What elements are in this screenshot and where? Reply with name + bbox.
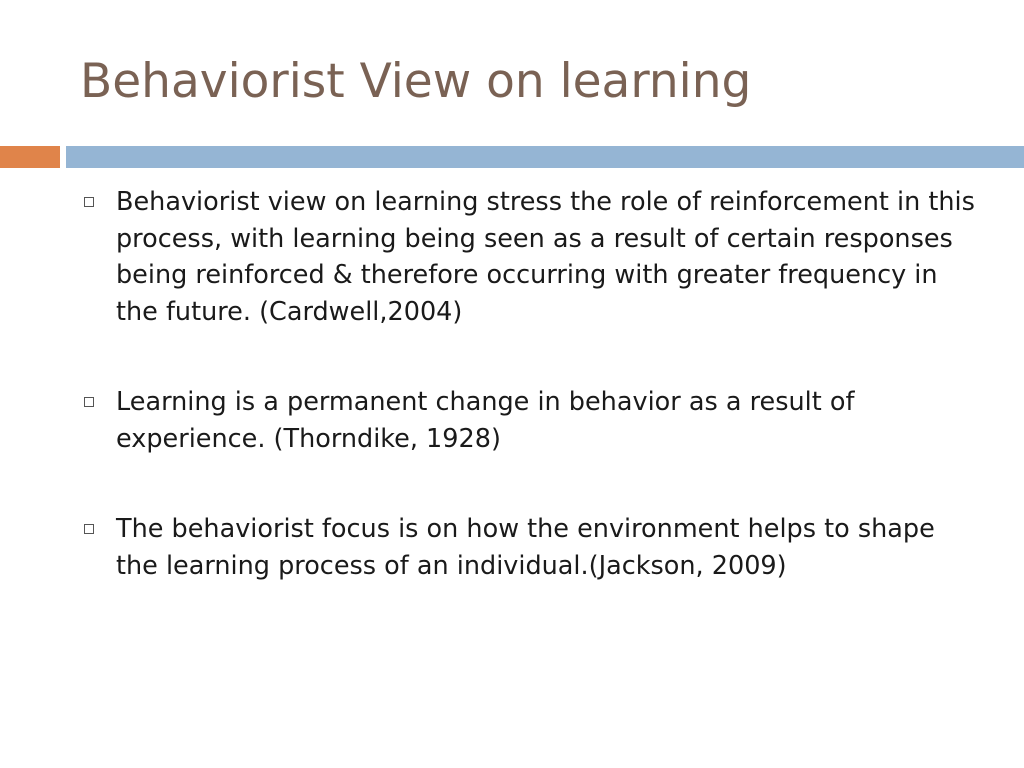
bullet-item <box>82 184 982 330</box>
bullet-list <box>82 184 982 584</box>
bullet-text: The behaviorist focus is on how the environment helps to shape the learning process of an individual.(Jackson, 2009) <box>116 514 935 581</box>
bullet-text: Behaviorist view on learning stress the role of reinforcement in this process, with learning being seen as a result of certain responses being reinforced & therefore occurring with greater frequency in the future. (Cardwell,2004) <box>116 187 975 327</box>
bullet-item <box>82 511 982 584</box>
square-bullet-icon <box>84 524 94 534</box>
bullet-item <box>82 384 982 457</box>
slide-title: Behaviorist View on learning <box>80 54 752 109</box>
square-bullet-icon <box>84 197 94 207</box>
accent-bar-orange <box>0 146 60 168</box>
square-bullet-icon <box>84 397 94 407</box>
bullet-text: Learning is a permanent change in behavior as a result of experience. (Thorndike, 1928) <box>116 387 855 454</box>
accent-bar-blue <box>66 146 1024 168</box>
